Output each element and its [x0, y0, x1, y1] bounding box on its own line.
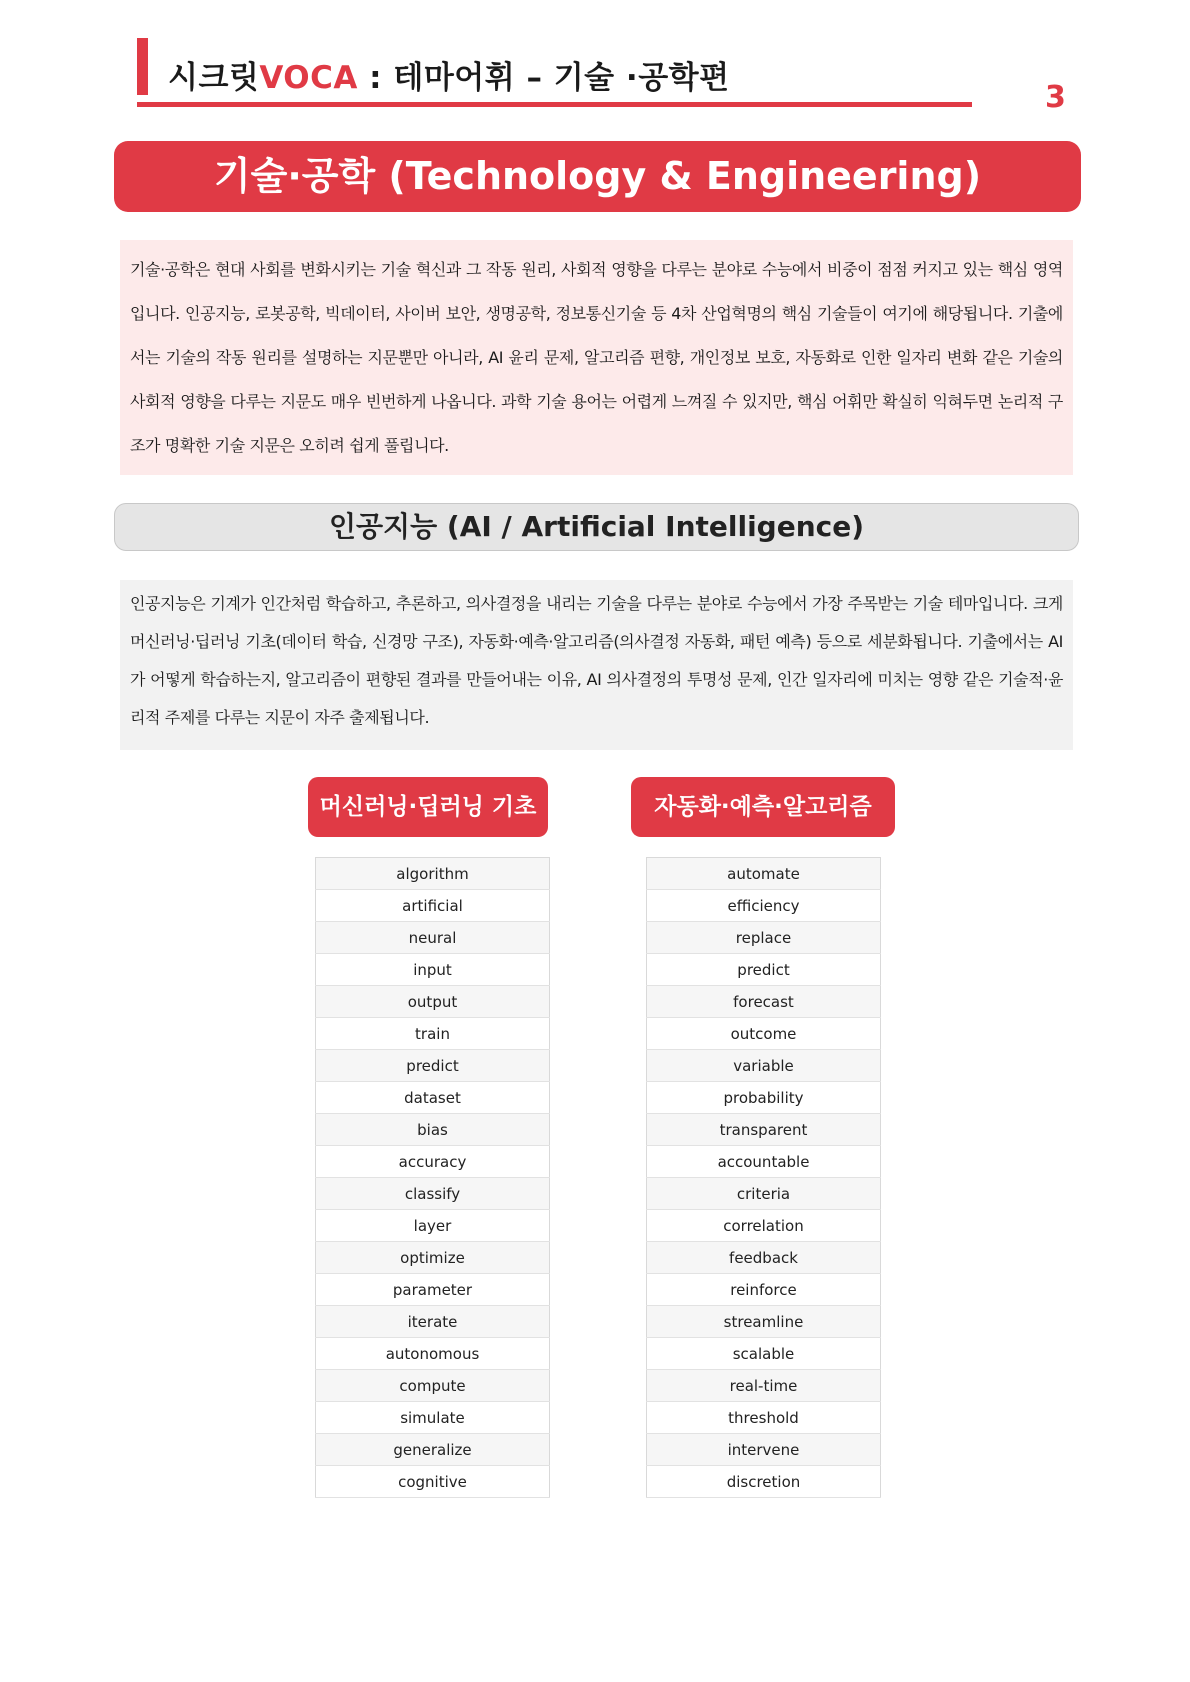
word-row [647, 922, 881, 954]
main-title-banner: 기술·공학 (Technology & Engineering) [114, 141, 1081, 212]
word-cell: iterate [316, 1306, 550, 1338]
word-row [647, 1338, 881, 1370]
word-row [316, 1178, 550, 1210]
word-cell: streamline [647, 1306, 881, 1338]
header-underline [137, 102, 972, 107]
header-title-prefix: 시크릿 [168, 60, 260, 96]
word-row [316, 1146, 550, 1178]
word-row [316, 1402, 550, 1434]
word-cell: predict [316, 1050, 550, 1082]
word-cell: variable [647, 1050, 881, 1082]
word-cell: criteria [647, 1178, 881, 1210]
word-row [647, 1274, 881, 1306]
word-row [647, 1082, 881, 1114]
word-cell: accountable [647, 1146, 881, 1178]
word-row [316, 1338, 550, 1370]
word-cell: classify [316, 1178, 550, 1210]
word-cell: transparent [647, 1114, 881, 1146]
word-row [647, 1402, 881, 1434]
word-cell: discretion [647, 1466, 881, 1498]
page-number: 3 [1045, 80, 1066, 115]
word-row [647, 1434, 881, 1466]
word-row [316, 1082, 550, 1114]
word-cell: compute [316, 1370, 550, 1402]
word-cell: replace [647, 922, 881, 954]
section-description: 인공지능은 기계가 인간처럼 학습하고, 추론하고, 의사결정을 내리는 기술을 다루는 분야로 수능에서 가장 주목받는 기술 테마입니다. 크게 머신러닝·딥러닝 기초(데이터 학습, 신경망 구조), 자동화·예측·알고리즘(의사결정 자동화, 패턴 예측) 등으로 세분화됩니다. 기출에서는 AI가 어떻게 학습하는지, 알고리즘이 편향된 결과를 만들어내는 이유, AI 의사결정의 투명성 문제, 인간 일자리에 미치는 영향 같은 기술적·윤리적 주제를 다루는 지문이 자주 출제됩니다. [120, 580, 1073, 750]
word-row [647, 890, 881, 922]
word-cell: artificial [316, 890, 550, 922]
intro-paragraph: 기술·공학은 현대 사회를 변화시키는 기술 혁신과 그 작동 원리, 사회적 영향을 다루는 분야로 수능에서 비중이 점점 커지고 있는 핵심 영역입니다. 인공지능, 로봇공학, 빅데이터, 사이버 보안, 생명공학, 정보통신기술 등 4차 산업혁명의 핵심 기술들이 여기에 해당됩니다. 기출에서는 기술의 작동 원리를 설명하는 지문뿐만 아니라, AI 윤리 문제, 알고리즘 편향, 개인정보 보호, 자동화로 인한 일자리 변화 같은 기술의 사회적 영향을 다루는 지문도 매우 빈번하게 나옵니다. 과학 기술 용어는 어렵게 느껴질 수 있지만, 핵심 어휘만 확실히 익혀두면 논리적 구조가 명확한 기술 지문은 오히려 쉽게 풀립니다. [120, 240, 1073, 475]
word-cell: autonomous [316, 1338, 550, 1370]
word-row [316, 1114, 550, 1146]
word-cell: neural [316, 922, 550, 954]
word-row [316, 858, 550, 890]
word-cell: bias [316, 1114, 550, 1146]
word-cell: probability [647, 1082, 881, 1114]
word-row [647, 1466, 881, 1498]
word-row [647, 1018, 881, 1050]
word-cell: intervene [647, 1434, 881, 1466]
word-cell: outcome [647, 1018, 881, 1050]
word-row [316, 1434, 550, 1466]
word-cell: simulate [316, 1402, 550, 1434]
word-row [647, 858, 881, 890]
word-cell: reinforce [647, 1274, 881, 1306]
header-title-brand: VOCA [259, 60, 358, 96]
word-row [647, 1242, 881, 1274]
word-cell: output [316, 986, 550, 1018]
word-cell: feedback [647, 1242, 881, 1274]
word-cell: correlation [647, 1210, 881, 1242]
word-row [316, 1210, 550, 1242]
word-row [647, 1146, 881, 1178]
right-column-title: 자동화·예측·알고리즘 [631, 777, 895, 837]
word-cell: input [316, 954, 550, 986]
word-row [316, 1306, 550, 1338]
word-row [647, 986, 881, 1018]
word-row [316, 1466, 550, 1498]
word-row [647, 1050, 881, 1082]
word-row [647, 1178, 881, 1210]
word-row [316, 1018, 550, 1050]
word-row [316, 954, 550, 986]
word-cell: optimize [316, 1242, 550, 1274]
word-cell: layer [316, 1210, 550, 1242]
right-word-list [646, 857, 881, 1498]
word-row [316, 1370, 550, 1402]
word-cell: automate [647, 858, 881, 890]
word-row [316, 1274, 550, 1306]
word-cell: threshold [647, 1402, 881, 1434]
left-column-title: 머신러닝·딥러닝 기초 [308, 777, 548, 837]
left-word-list [315, 857, 550, 1498]
word-cell: parameter [316, 1274, 550, 1306]
word-row [316, 1242, 550, 1274]
header-accent-bar [137, 38, 148, 95]
word-cell: scalable [647, 1338, 881, 1370]
word-row [316, 890, 550, 922]
word-row [647, 1370, 881, 1402]
word-cell: dataset [316, 1082, 550, 1114]
word-row [316, 922, 550, 954]
word-row [647, 954, 881, 986]
word-cell: algorithm [316, 858, 550, 890]
word-cell: generalize [316, 1434, 550, 1466]
word-row [316, 1050, 550, 1082]
word-cell: accuracy [316, 1146, 550, 1178]
word-row [316, 986, 550, 1018]
header-title [168, 52, 730, 97]
word-row [647, 1114, 881, 1146]
word-cell: real-time [647, 1370, 881, 1402]
header-title-rest: : 테마어휘 – 기술 ·공학편 [357, 60, 730, 96]
section-title-banner: 인공지능 (AI / Artificial Intelligence) [114, 503, 1079, 551]
word-row [647, 1210, 881, 1242]
word-cell: train [316, 1018, 550, 1050]
word-cell: predict [647, 954, 881, 986]
word-cell: efficiency [647, 890, 881, 922]
word-row [647, 1306, 881, 1338]
word-cell: forecast [647, 986, 881, 1018]
word-cell: cognitive [316, 1466, 550, 1498]
